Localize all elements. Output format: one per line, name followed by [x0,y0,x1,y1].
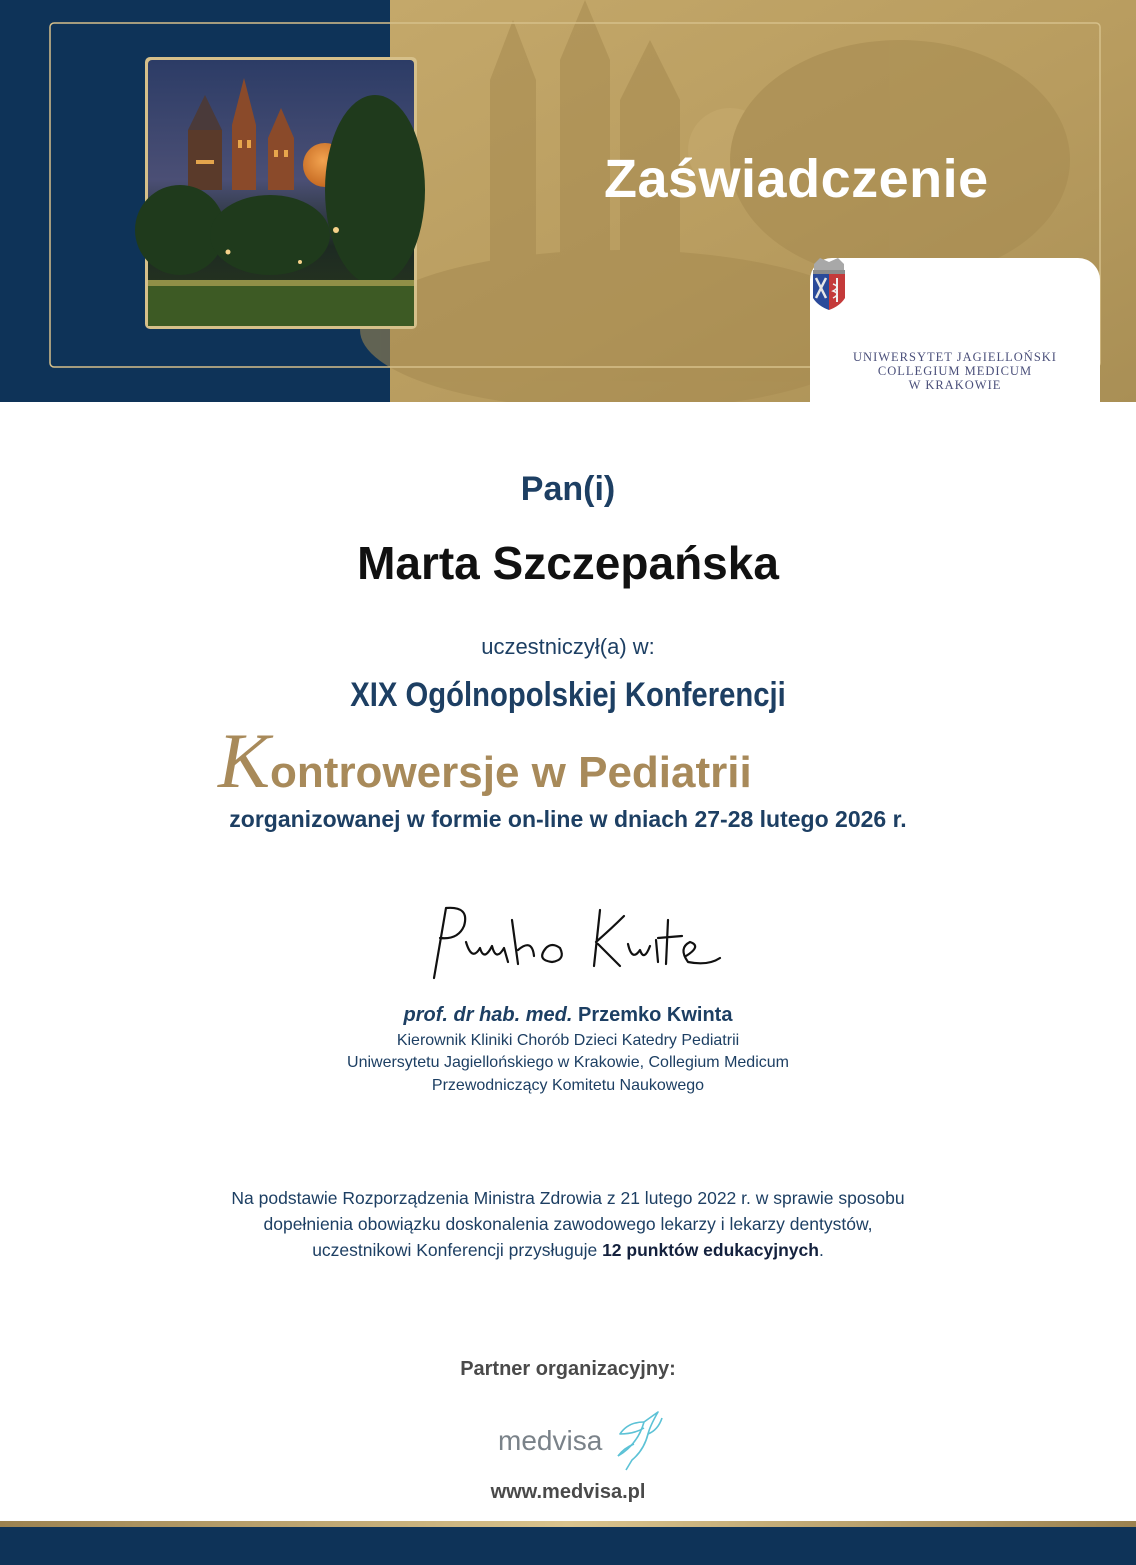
university-line-2: COLLEGIUM MEDICUM [877,364,1033,378]
university-logo-card [810,258,1100,402]
signatory-name: Przemko Kwinta [577,1004,733,1026]
partner-website[interactable]: www.medvisa.pl [490,1481,646,1503]
partner-label: Partner organizacyjny: [460,1358,676,1380]
legal-text-3-suffix: . [818,1240,824,1260]
salutation: Pan(i) [520,470,616,508]
krakow-photo [135,57,425,329]
education-points: 12 punktów edukacyjnych [602,1240,819,1260]
signatory [0,1004,1136,1027]
certificate-header [0,0,1136,402]
participation-text: uczestniczył(a) w: [481,634,655,659]
university-line-3: W KRAKOWIE [908,378,1002,392]
conference-name-rest: ontrowersje w Pediatrii [270,748,752,797]
conference-name [218,716,752,804]
university-line-1: UNIWERSYTET JAGIELLOŃSKI [853,350,1057,364]
legal-text-2: dopełnienia obowiązku doskonalenia zawodowego lekarzy i lekarzy dentystów, [263,1214,873,1234]
signatory-degree: prof. dr hab. med. [403,1004,573,1026]
partner-logo-text: medvisa [498,1425,603,1456]
signatory-role-1: Kierownik Kliniki Chorób Dzieci Katedry Pediatrii [396,1032,740,1049]
university-crest-icon [810,258,848,314]
legal-text-3-prefix: uczestnikowi Konferencji przysługuje [312,1240,603,1260]
legal-text-1: Na podstawie Rozporządzenia Ministra Zdrowia z 21 lutego 2022 r. w sprawie sposobu [231,1188,905,1208]
certificate-title: Zaświadczenie [604,149,989,209]
signatory-role-2: Uniwersytetu Jagiellońskiego w Krakowie, Collegium Medicum [347,1054,789,1071]
signatory-role-3: Przewodniczący Komitetu Naukowego [431,1077,705,1094]
footer-band [0,1527,1136,1565]
legal-text-3 [0,1237,1136,1263]
conference-dates: zorganizowanej w formie on-line w dniach 27-28 lutego 2026 r. [229,806,907,832]
university-name [810,350,1100,392]
recipient-name: Marta Szczepańska [357,537,779,589]
conference-edition: XIX Ogólnopolskiej Konferencji [350,676,786,714]
handwritten-signature [420,900,740,990]
conference-name-initial: K [218,717,271,804]
